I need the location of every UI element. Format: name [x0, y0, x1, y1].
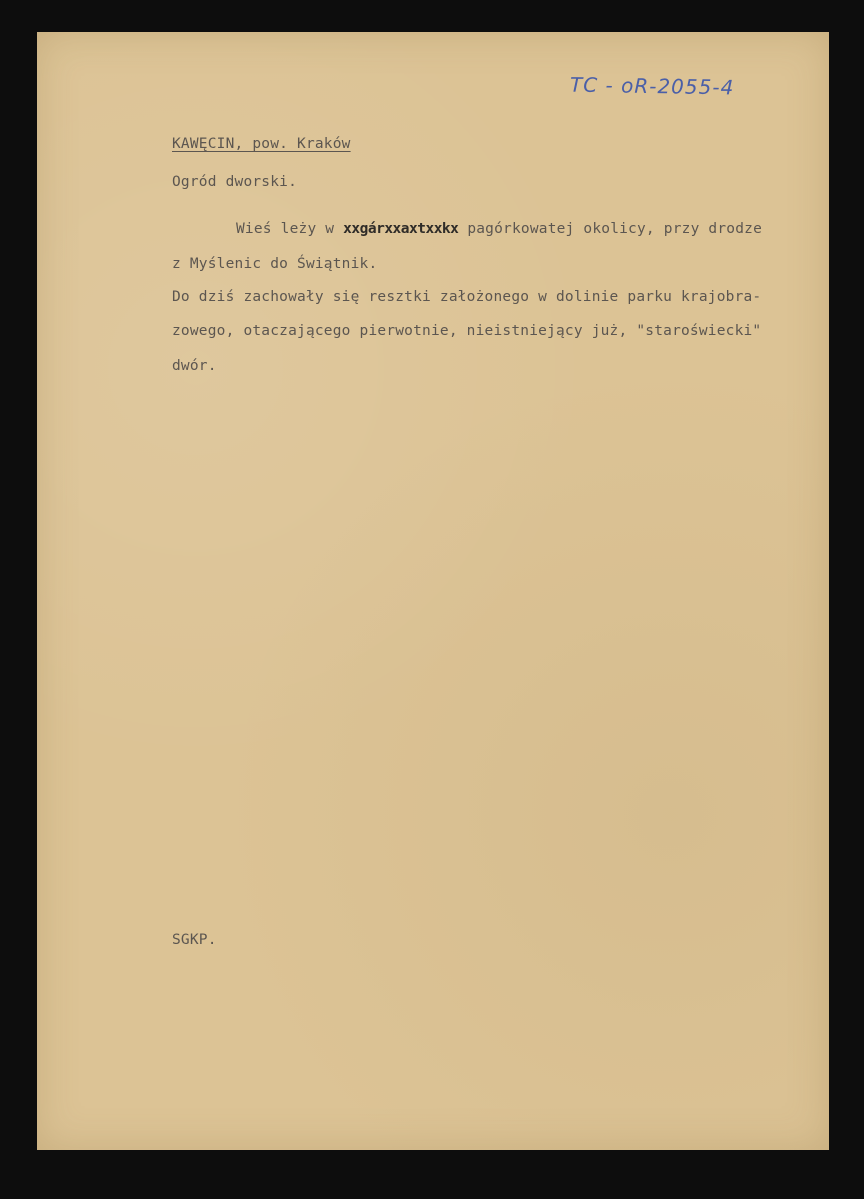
paragraph1-line1 — [236, 221, 762, 237]
paragraph2-line2: zowego, otaczającego pierwotnie, nieistniejący już, "staroświecki" — [172, 323, 762, 339]
source-abbreviation: SGKP. — [172, 932, 217, 948]
archival-card — [37, 32, 829, 1150]
paragraph1-line1-after: pagórkowatej okolicy, przy drodze — [458, 221, 763, 237]
document-subheading: Ogród dworski. — [172, 174, 298, 190]
paragraph1-line2: z Myślenic do Świątnik. — [172, 256, 378, 272]
document-heading: KAWĘCIN, pow. Kraków — [172, 136, 351, 152]
handwritten-reference-number: TC - oR-2055-4 — [569, 72, 735, 100]
struck-out-text: xxgárxxaxtxxkx — [343, 221, 459, 237]
paragraph2-line1: Do dziś zachowały się resztki założonego w dolinie parku krajobra- — [172, 289, 762, 305]
paragraph1-line1-before: Wieś leży w — [236, 221, 344, 237]
paragraph2-line3: dwór. — [172, 358, 217, 374]
